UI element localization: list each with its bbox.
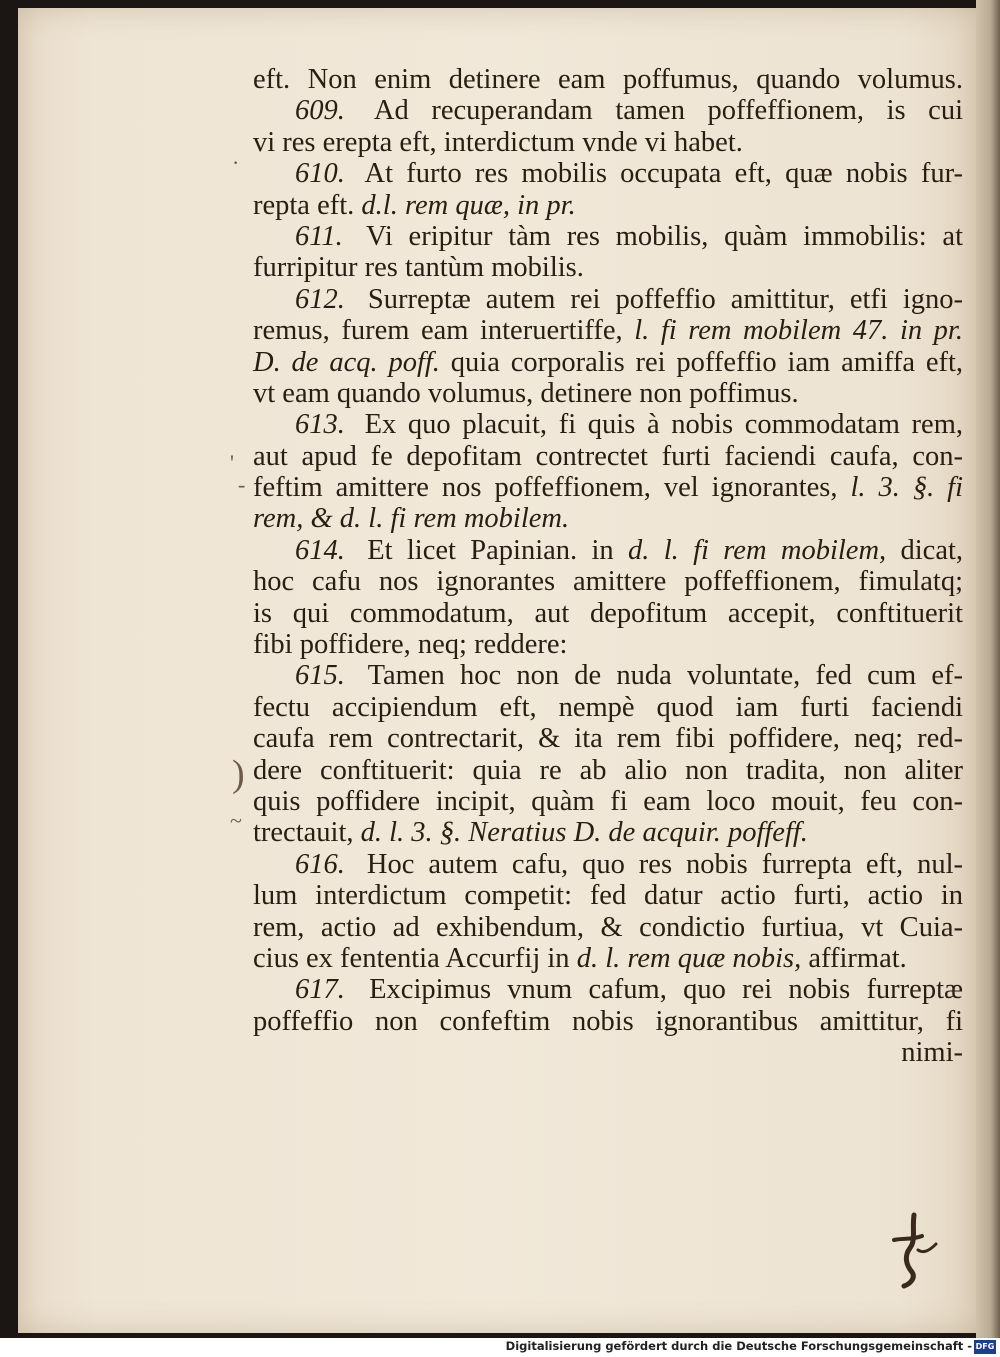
line-text: fibi poffidere, neq; reddere: xyxy=(253,629,568,661)
text-line xyxy=(253,723,963,754)
text-line xyxy=(253,315,963,346)
line-text: fectu accipiendum eft, nempè quod iam furti faciendi xyxy=(253,691,963,723)
paragraph-number: 616. xyxy=(295,848,345,880)
line-text: trectauit, xyxy=(253,817,354,849)
line-text: Vi eripitur tàm res mobilis, quàm immobilis: at xyxy=(366,220,963,252)
text-line xyxy=(253,1006,963,1037)
margin-mark: ' xyxy=(230,450,234,475)
citation-text: d. l. 3. §. Neratius D. de acquir. poffeff. xyxy=(360,817,808,849)
text-line xyxy=(253,503,963,534)
paragraph-number: 612. xyxy=(295,283,345,315)
paragraph-number: 609. xyxy=(295,95,345,127)
line-text: hoc cafu nos ignorantes amittere poffeffionem, fimulatq; xyxy=(253,566,963,598)
text-line xyxy=(253,817,963,848)
citation-text: l. fi rem mobilem 47. in pr. xyxy=(634,315,963,347)
paragraph-number: 613. xyxy=(295,409,345,441)
paragraph-number: 611. xyxy=(295,220,343,252)
line-text: Excipimus vnum cafum, quo rei nobis furreptæ xyxy=(369,974,963,1006)
citation-text: d. l. fi rem mobilem, xyxy=(628,534,887,566)
text-line xyxy=(253,880,963,911)
citation-text: rem, & d. l. fi rem mobilem. xyxy=(253,503,570,535)
citation-text: l. 3. §. fi xyxy=(850,472,963,504)
line-text: repta eft. xyxy=(253,189,355,221)
line-text: feftim amittere nos poffeffionem, vel ignorantes, xyxy=(253,472,838,504)
text-line xyxy=(253,755,963,786)
page-text xyxy=(253,64,963,1069)
line-text: cius ex fententia Accurfij in xyxy=(253,942,570,974)
margin-mark: · xyxy=(232,150,240,175)
line-text: affirmat. xyxy=(808,942,907,974)
line-text: At furto res mobilis occupata eft, quæ nobis fur- xyxy=(364,158,963,190)
line-text: dere conftituerit: quia re ab alio non tradita, non aliter xyxy=(253,754,963,786)
text-line xyxy=(253,347,963,378)
line-text: Et licet Papinian. in xyxy=(367,534,614,566)
citation-text: D. de acq. poff. xyxy=(253,346,440,378)
paragraph-number: 614. xyxy=(295,534,345,566)
text-line xyxy=(253,566,963,597)
text-line xyxy=(253,974,963,1005)
citation-text: d. l. rem quæ nobis, xyxy=(576,942,802,974)
text-line xyxy=(253,158,963,189)
text-line xyxy=(253,252,963,283)
text-line xyxy=(253,786,963,817)
line-text: nimi- xyxy=(901,1037,963,1069)
line-text: is qui commodatum, aut depofitum accepit, conftituerit xyxy=(253,597,963,629)
paragraph-number: 617. xyxy=(295,974,345,1006)
line-text: rem, actio ad exhibendum, & condictio furtiua, vt Cuia- xyxy=(253,911,963,943)
line-text: remus, furem eam interuertiffe, xyxy=(253,315,623,347)
line-text: aut apud fe depofitam contrectet furti faciendi caufa, con- xyxy=(253,440,963,472)
text-line xyxy=(253,64,963,95)
line-text: dicat, xyxy=(900,534,964,566)
paragraph-number: 610. xyxy=(295,158,345,190)
text-line xyxy=(253,629,963,660)
text-line xyxy=(253,221,963,252)
line-text: Tamen hoc non de nuda voluntate, fed cum ef- xyxy=(367,660,963,692)
text-line xyxy=(253,95,963,126)
line-text: eft. Non enim detinere eam poffumus, quando volumus. xyxy=(253,64,963,95)
citation-text: d.l. rem quæ, in pr. xyxy=(361,189,576,221)
line-text: Hoc autem cafu, quo res nobis furrepta eft, nul- xyxy=(366,848,963,880)
line-text: vi res erepta eft, interdictum vnde vi habet. xyxy=(253,126,743,158)
text-line xyxy=(253,284,963,315)
line-text: poffeffio non confeftim nobis ignorantibus amittitur, fi xyxy=(253,1005,963,1037)
text-line xyxy=(253,692,963,723)
footer-bar xyxy=(0,1338,1000,1357)
text-line xyxy=(253,943,963,974)
line-text: caufa rem contrectarit, & ita rem fibi poffidere, neq; red- xyxy=(253,723,963,755)
text-line xyxy=(253,127,963,158)
text-line xyxy=(253,190,963,221)
line-text: Ex quo placuit, fi quis à nobis commodatam rem, xyxy=(364,409,963,441)
page-edge xyxy=(976,0,1000,1338)
margin-mark: ~ xyxy=(230,808,242,833)
text-line xyxy=(253,660,963,691)
pen-flourish-icon xyxy=(882,1210,942,1290)
text-line xyxy=(253,912,963,943)
margin-mark: - xyxy=(238,472,246,497)
text-line xyxy=(253,535,963,566)
text-line xyxy=(253,472,963,503)
dfg-logo-icon: DFG xyxy=(974,1340,996,1354)
paragraph-number: 615. xyxy=(295,660,345,692)
margin-bracket: ) xyxy=(232,753,245,795)
line-text: quis poffidere incipit, quàm fi eam loco mouit, feu con- xyxy=(253,785,963,817)
text-line xyxy=(253,378,963,409)
text-line xyxy=(253,849,963,880)
line-text: lum interdictum competit: fed datur actio furti, actio in xyxy=(253,880,963,912)
line-text: quia corporalis rei poffeffio iam amiffa eft, xyxy=(450,346,964,378)
line-text: Surreptæ autem rei poffeffio amittitur, etfi igno- xyxy=(367,283,963,315)
line-text: vt eam quando volumus, detinere non poffimus. xyxy=(253,377,799,409)
text-line xyxy=(253,441,963,472)
text-line xyxy=(253,1037,963,1068)
text-line xyxy=(253,409,963,440)
line-text: furripitur res tantùm mobilis. xyxy=(253,252,584,284)
line-text: Ad recuperandam tamen poffeffionem, is cui xyxy=(373,95,963,127)
footer-credit: Digitalisierung gefördert durch die Deutsche Forschungsgemeinschaft - xyxy=(505,1339,972,1353)
text-line xyxy=(253,598,963,629)
